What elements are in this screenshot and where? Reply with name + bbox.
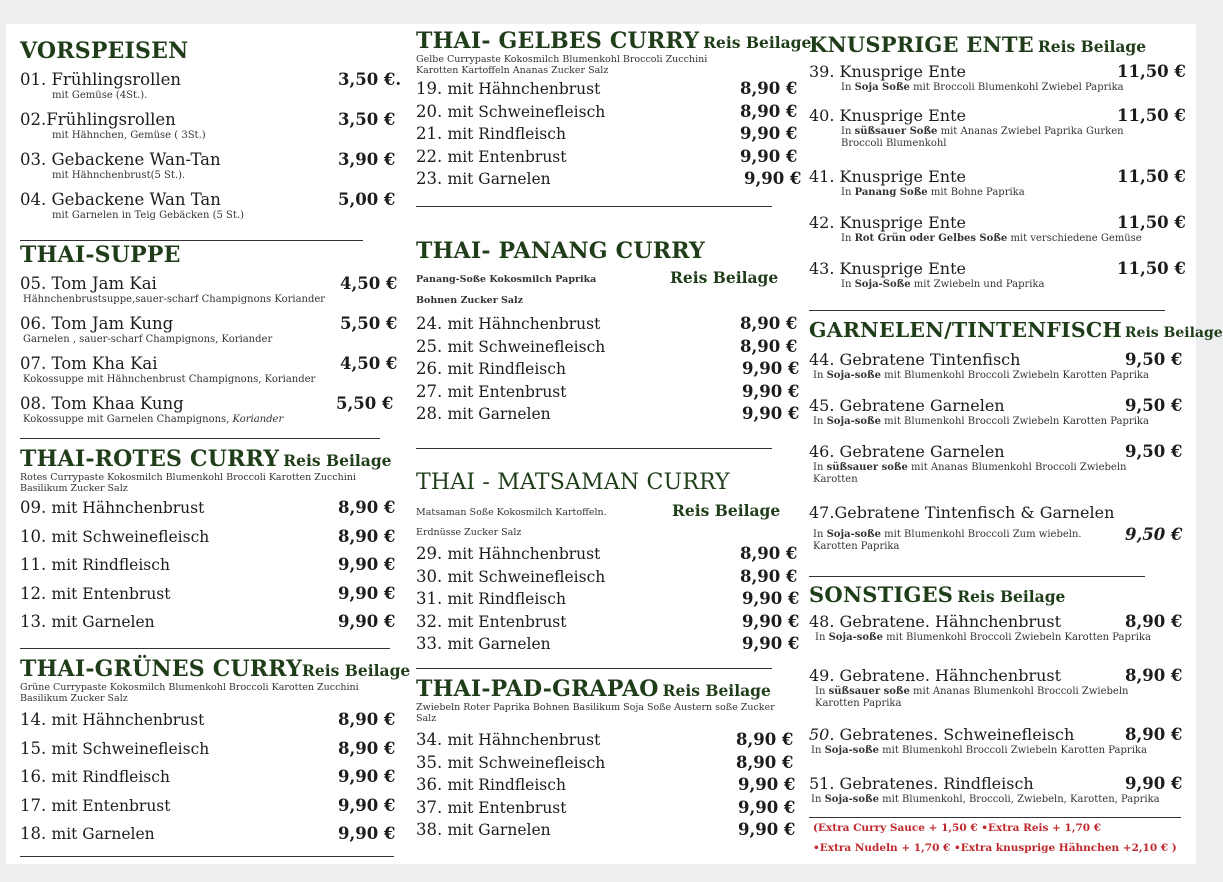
menu-item — [20, 150, 396, 190]
item-price: 8,90 € — [740, 314, 798, 333]
menu-item — [809, 725, 1194, 774]
menu-item: 25. mit Schweinefleisch 8,90 € — [416, 336, 798, 356]
divider — [809, 576, 1145, 577]
item-price: 9,90 € — [742, 589, 800, 608]
section-description: Gelbe Currypaste Kokosmilch Blumenkohl Broccoli Zucchini Karotten Kartoffeln Ananas Zucker Salz — [416, 54, 708, 76]
item-price: 9,90 € — [744, 169, 802, 188]
item-price: 8,90 € — [736, 730, 794, 749]
menu-item — [20, 110, 396, 150]
item-description: Garnelen , sauer-scharf Champignons, Koriander — [23, 334, 273, 345]
section-heading: SONSTIGES Reis Beilage — [809, 582, 1066, 607]
item-name: 42. Knusprige Ente — [809, 213, 966, 232]
item-price: 9,90 € — [338, 795, 396, 815]
item-description: In Panang Soße mit Bohne Paprika — [841, 187, 1025, 198]
beilage-note: Reis Beilage — [957, 587, 1066, 606]
item-name: 05. Tom Jam Kai — [20, 274, 157, 293]
menu-item — [809, 62, 1194, 106]
menu-item — [20, 314, 396, 354]
item-price: 9,90 € — [742, 381, 800, 401]
item-price: 8,90 € — [736, 752, 794, 772]
item-price: 9,90 € — [338, 824, 396, 843]
item-price: 8,90 € — [338, 526, 396, 546]
item-description: Hähnchenbrustsuppe,sauer-scharf Champignons Koriander — [23, 294, 326, 305]
section-thai-gruenes-curry — [20, 656, 411, 853]
item-price: 9,90 € — [742, 611, 800, 631]
menu-item: 10. mit Schweinefleisch 8,90 € — [20, 526, 396, 546]
item-description: In Soja-soße mit Blumenkohl Broccoli Zwiebeln Karotten Paprika — [815, 632, 1151, 643]
item-price: 4,50 € — [340, 354, 398, 373]
section-heading: THAI - MATSAMAN CURRY — [416, 470, 730, 495]
divider — [809, 310, 1165, 311]
item-description: In süßsauer soße mit Ananas Blumenkohl Broccoli Zwiebeln Karotten — [813, 462, 1127, 485]
item-price: 9,50 € — [1125, 350, 1183, 369]
section-description: Matsaman Soße Kokosmilch Kartoffeln. Reis Beilage Erdnüsse Zucker Salz — [416, 501, 781, 538]
item-description: Kokossuppe mit Hähnchenbrust Champignons, Koriander — [23, 374, 316, 385]
beilage-note: Reis Beilage — [703, 33, 812, 52]
beilage-note: Reis Beilage — [672, 501, 781, 520]
section-vorspeisen — [20, 38, 402, 226]
item-name: 45. Gebratene Garnelen — [809, 396, 1005, 415]
item-name: 07. Tom Kha Kai — [20, 354, 158, 373]
menu-item: 19. mit Hähnchenbrust 8,90 € — [416, 79, 798, 98]
divider — [809, 817, 1181, 818]
section-description: Zwiebeln Roter Paprika Bohnen Basilikum Soja Soße Austern soße Zucker Salz — [416, 702, 775, 724]
section-thai-gelbes-curry — [416, 28, 812, 192]
item-price: 5,00 € — [338, 190, 396, 209]
item-name: 06. Tom Jam Kung — [20, 314, 174, 333]
extras-note: •Extra Nudeln + 1,70 € •Extra knusprige Hähnchen +2,10 € ) — [813, 842, 1177, 854]
menu-item: 15. mit Schweinefleisch 8,90 € — [20, 738, 396, 758]
item-description: In Soja-soße mit Blumenkohl, Broccoli, Zwiebeln, Karotten, Paprika — [811, 794, 1160, 805]
item-name: 40. Knusprige Ente — [809, 106, 966, 125]
item-price: 8,90 € — [740, 566, 798, 586]
item-price: 8,90 € — [740, 101, 798, 121]
beilage-note: Reis Beilage — [1124, 325, 1223, 341]
item-price: 9,90 € — [338, 767, 396, 786]
section-description: Panang-Soße Kokosmilch Paprika Reis Beilage Bohnen Zucker Salz — [416, 268, 779, 306]
item-price: 9,50 € — [1125, 442, 1183, 461]
item-description: In süßsauer Soße mit Ananas Zwiebel Paprika Gurken Broccoli Blumenkohl — [841, 126, 1124, 149]
item-price: 8,90 € — [338, 738, 396, 758]
divider — [20, 240, 363, 241]
divider — [416, 448, 772, 449]
beilage-note: Reis Beilage — [662, 681, 771, 700]
menu-sheet — [6, 24, 1223, 864]
item-name: 51. Gebratenes. Rindfleisch — [809, 774, 1034, 793]
menu-item: 30. mit Schweinefleisch 8,90 € — [416, 566, 798, 586]
menu-item — [20, 354, 396, 394]
section-sonstiges — [809, 582, 1194, 812]
item-description: In Soja-soße mit Blumenkohl Broccoli Zwiebeln Karotten Paprika — [813, 370, 1149, 381]
menu-item — [20, 274, 396, 314]
item-name: 49. Gebratene. Hähnchenbrust — [809, 666, 1062, 685]
section-heading: THAI-SUPPE — [20, 242, 181, 268]
item-price: 5,50 € — [336, 394, 394, 413]
divider — [416, 668, 772, 669]
beilage-note: Reis Beilage — [302, 661, 411, 680]
menu-item: 11. mit Rindfleisch 9,90 € — [20, 555, 396, 574]
item-description: In Soja-soße mit Blumenkohl Broccoli Zwiebeln Karotten Paprika — [813, 416, 1149, 427]
extras-note: (Extra Curry Sauce + 1,50 € •Extra Reis + 1,70 € — [813, 822, 1102, 834]
item-price: 8,90 € — [338, 498, 396, 517]
menu-item: 36. mit Rindfleisch 9,90 € — [416, 775, 796, 794]
menu-item — [20, 394, 396, 434]
menu-item: 29. mit Hähnchenbrust 8,90 € — [416, 544, 798, 563]
item-description: In Rot Grün oder Gelbes Soße mit verschiedene Gemüse — [841, 233, 1142, 244]
item-description: Kokossuppe mit Garnelen Champignons, Koriander — [23, 414, 284, 425]
menu-item: 23. mit Garnelen 9,90 € — [416, 169, 802, 188]
menu-item — [809, 774, 1194, 814]
beilage-note: Reis Beilage — [670, 268, 779, 287]
item-price: 8,90 € — [1125, 725, 1183, 744]
menu-item: 37. mit Entenbrust 9,90 € — [416, 797, 796, 817]
item-description: mit Hähnchenbrust(5 St.). — [52, 170, 186, 181]
item-price: 3,50 €. — [338, 70, 402, 89]
menu-item: 17. mit Entenbrust 9,90 € — [20, 795, 396, 815]
section-heading: THAI-ROTES CURRY Reis Beilage — [20, 446, 392, 472]
item-price: 8,90 € — [338, 710, 396, 729]
section-heading: THAI- GELBES CURRY Reis Beilage — [416, 28, 812, 54]
menu-item — [809, 503, 1194, 561]
item-price: 9,90 € — [1125, 774, 1183, 793]
menu-item: 22. mit Entenbrust 9,90 € — [416, 146, 798, 166]
divider — [416, 206, 772, 207]
item-description: mit Hähnchen, Gemüse ( 3St.) — [52, 130, 206, 141]
menu-item: 32. mit Entenbrust 9,90 € — [416, 611, 800, 631]
item-description: In Soja-soße mit Blumenkohl Broccoli Zwiebeln Karotten Paprika — [811, 745, 1147, 756]
menu-item — [20, 190, 396, 230]
item-price: 9,90 € — [338, 583, 396, 603]
item-price: 9,90 € — [740, 146, 798, 166]
item-price: 5,50 € — [340, 314, 398, 333]
menu-item — [809, 350, 1194, 396]
item-price: 9,90 € — [738, 820, 796, 839]
item-name: 08. Tom Khaa Kung — [20, 394, 184, 413]
item-price: 8,90 € — [740, 79, 798, 98]
menu-item: 13. mit Garnelen 9,90 € — [20, 612, 396, 631]
item-name: 39. Knusprige Ente — [809, 62, 966, 81]
divider — [20, 438, 380, 439]
menu-item — [809, 106, 1194, 167]
menu-item — [20, 70, 402, 110]
menu-item — [809, 612, 1194, 666]
menu-item: 20. mit Schweinefleisch 8,90 € — [416, 101, 798, 121]
item-price: 8,90 € — [740, 336, 798, 356]
section-thai-matsaman-curry — [416, 470, 800, 657]
beilage-note: Reis Beilage — [1037, 37, 1147, 56]
menu-item: 14. mit Hähnchenbrust 8,90 € — [20, 710, 396, 729]
section-heading: VORSPEISEN — [20, 38, 189, 64]
item-name: 48. Gebratene. Hähnchenbrust — [809, 612, 1062, 631]
item-price: 9,50 € — [1125, 525, 1183, 544]
item-price: 9,90 € — [738, 797, 796, 817]
item-price: 9,90 € — [742, 404, 800, 423]
item-price: 9,90 € — [738, 775, 796, 794]
menu-item: 31. mit Rindfleisch 9,90 € — [416, 589, 800, 608]
section-heading: THAI-GRÜNES CURRYReis Beilage — [20, 656, 411, 682]
item-price: 8,90 € — [1125, 666, 1183, 685]
item-description: In Soja Soße mit Broccoli Blumenkohl Zwiebel Paprika — [841, 82, 1124, 93]
menu-item: 38. mit Garnelen 9,90 € — [416, 820, 796, 839]
menu-item: 12. mit Entenbrust 9,90 € — [20, 583, 396, 603]
menu-item — [809, 213, 1194, 259]
item-name: 47.Gebratene Tintenfisch & Garnelen — [809, 503, 1115, 522]
item-price: 8,90 € — [740, 544, 798, 563]
item-price: 9,90 € — [742, 634, 800, 653]
divider — [20, 648, 390, 649]
item-price: 3,50 € — [338, 110, 396, 129]
item-name: 03. Gebackene Wan-Tan — [20, 150, 221, 169]
item-price: 4,50 € — [340, 274, 398, 293]
item-name: 50. Gebratenes. Schweinefleisch — [809, 725, 1075, 744]
menu-item: 33. mit Garnelen 9,90 € — [416, 634, 800, 653]
item-description: In Soja-soße mit Blumenkohl Broccoli Zum wiebeln. Karotten Paprika — [813, 529, 1082, 552]
item-price: 9,90 € — [740, 124, 798, 143]
menu-item: 35. mit Schweinefleisch 8,90 € — [416, 752, 794, 772]
item-price: 11,50 € — [1117, 259, 1186, 278]
divider — [20, 856, 394, 857]
section-heading: KNUSPRIGE ENTE Reis Beilage — [809, 32, 1147, 57]
menu-item: 28. mit Garnelen 9,90 € — [416, 404, 800, 423]
menu-item: 16. mit Rindfleisch 9,90 € — [20, 767, 396, 786]
menu-item — [809, 666, 1194, 725]
menu-item: 27. mit Entenbrust 9,90 € — [416, 381, 800, 401]
beilage-note: Reis Beilage — [283, 451, 392, 470]
section-thai-pad-grapao — [416, 676, 800, 843]
menu-item — [809, 442, 1194, 503]
item-name: 46. Gebratene Garnelen — [809, 442, 1005, 461]
menu-item — [809, 396, 1194, 442]
section-description: Grüne Currypaste Kokosmilch Blumenkohl Broccoli Karotten Zucchini Basilikum Zucker Salz — [20, 682, 359, 704]
item-price: 3,90 € — [338, 150, 396, 169]
item-name: 04. Gebackene Wan Tan — [20, 190, 221, 209]
section-thai-suppe — [20, 242, 396, 430]
item-price: 9,90 € — [338, 612, 396, 631]
section-thai-panang-curry — [416, 238, 800, 427]
item-name: 43. Knusprige Ente — [809, 259, 966, 278]
menu-item: 09. mit Hähnchenbrust 8,90 € — [20, 498, 396, 517]
item-price: 11,50 € — [1117, 106, 1186, 125]
menu-item: 21. mit Rindfleisch 9,90 € — [416, 124, 798, 143]
section-thai-rotes-curry — [20, 446, 396, 641]
section-heading: THAI- PANANG CURRY — [416, 238, 705, 264]
section-heading: GARNELEN/TINTENFISCH Reis Beilage — [809, 318, 1223, 342]
item-description: mit Garnelen in Teig Gebäcken (5 St.) — [52, 210, 244, 221]
menu-item: 24. mit Hähnchenbrust 8,90 € — [416, 314, 798, 333]
item-name: 02.Frühlingsrollen — [20, 110, 176, 129]
item-name: 41. Knusprige Ente — [809, 167, 966, 186]
section-knusprige-ente — [809, 32, 1194, 293]
item-description: In süßsauer soße mit Ananas Blumenkohl Broccoli Zwiebeln Karotten Paprika — [815, 686, 1129, 709]
item-price: 9,90 € — [742, 359, 800, 378]
item-price: 11,50 € — [1117, 167, 1186, 186]
item-description: mit Gemüse (4St.). — [52, 90, 148, 101]
menu-item — [809, 167, 1194, 213]
menu-item — [809, 259, 1194, 295]
item-price: 9,90 € — [338, 555, 396, 574]
item-name: 44. Gebratene Tintenfisch — [809, 350, 1021, 369]
item-price: 9,50 € — [1125, 396, 1183, 415]
section-heading: THAI-PAD-GRAPAO Reis Beilage — [416, 676, 771, 702]
menu-item: 18. mit Garnelen 9,90 € — [20, 824, 396, 843]
item-price: 11,50 € — [1117, 213, 1186, 232]
menu-item: 26. mit Rindfleisch 9,90 € — [416, 359, 800, 378]
menu-item: 34. mit Hähnchenbrust 8,90 € — [416, 730, 794, 749]
item-name: 01. Frühlingsrollen — [20, 70, 182, 89]
section-description: Rotes Currypaste Kokosmilch Blumenkohl Broccoli Karotten Zucchini Basilikum Zucker Salz — [20, 472, 356, 494]
item-price: 8,90 € — [1125, 612, 1183, 631]
item-price: 11,50 € — [1117, 62, 1186, 81]
section-garnelen-tintenfisch — [809, 318, 1223, 557]
item-description: In Soja-Soße mit Zwiebeln und Paprika — [841, 279, 1045, 290]
